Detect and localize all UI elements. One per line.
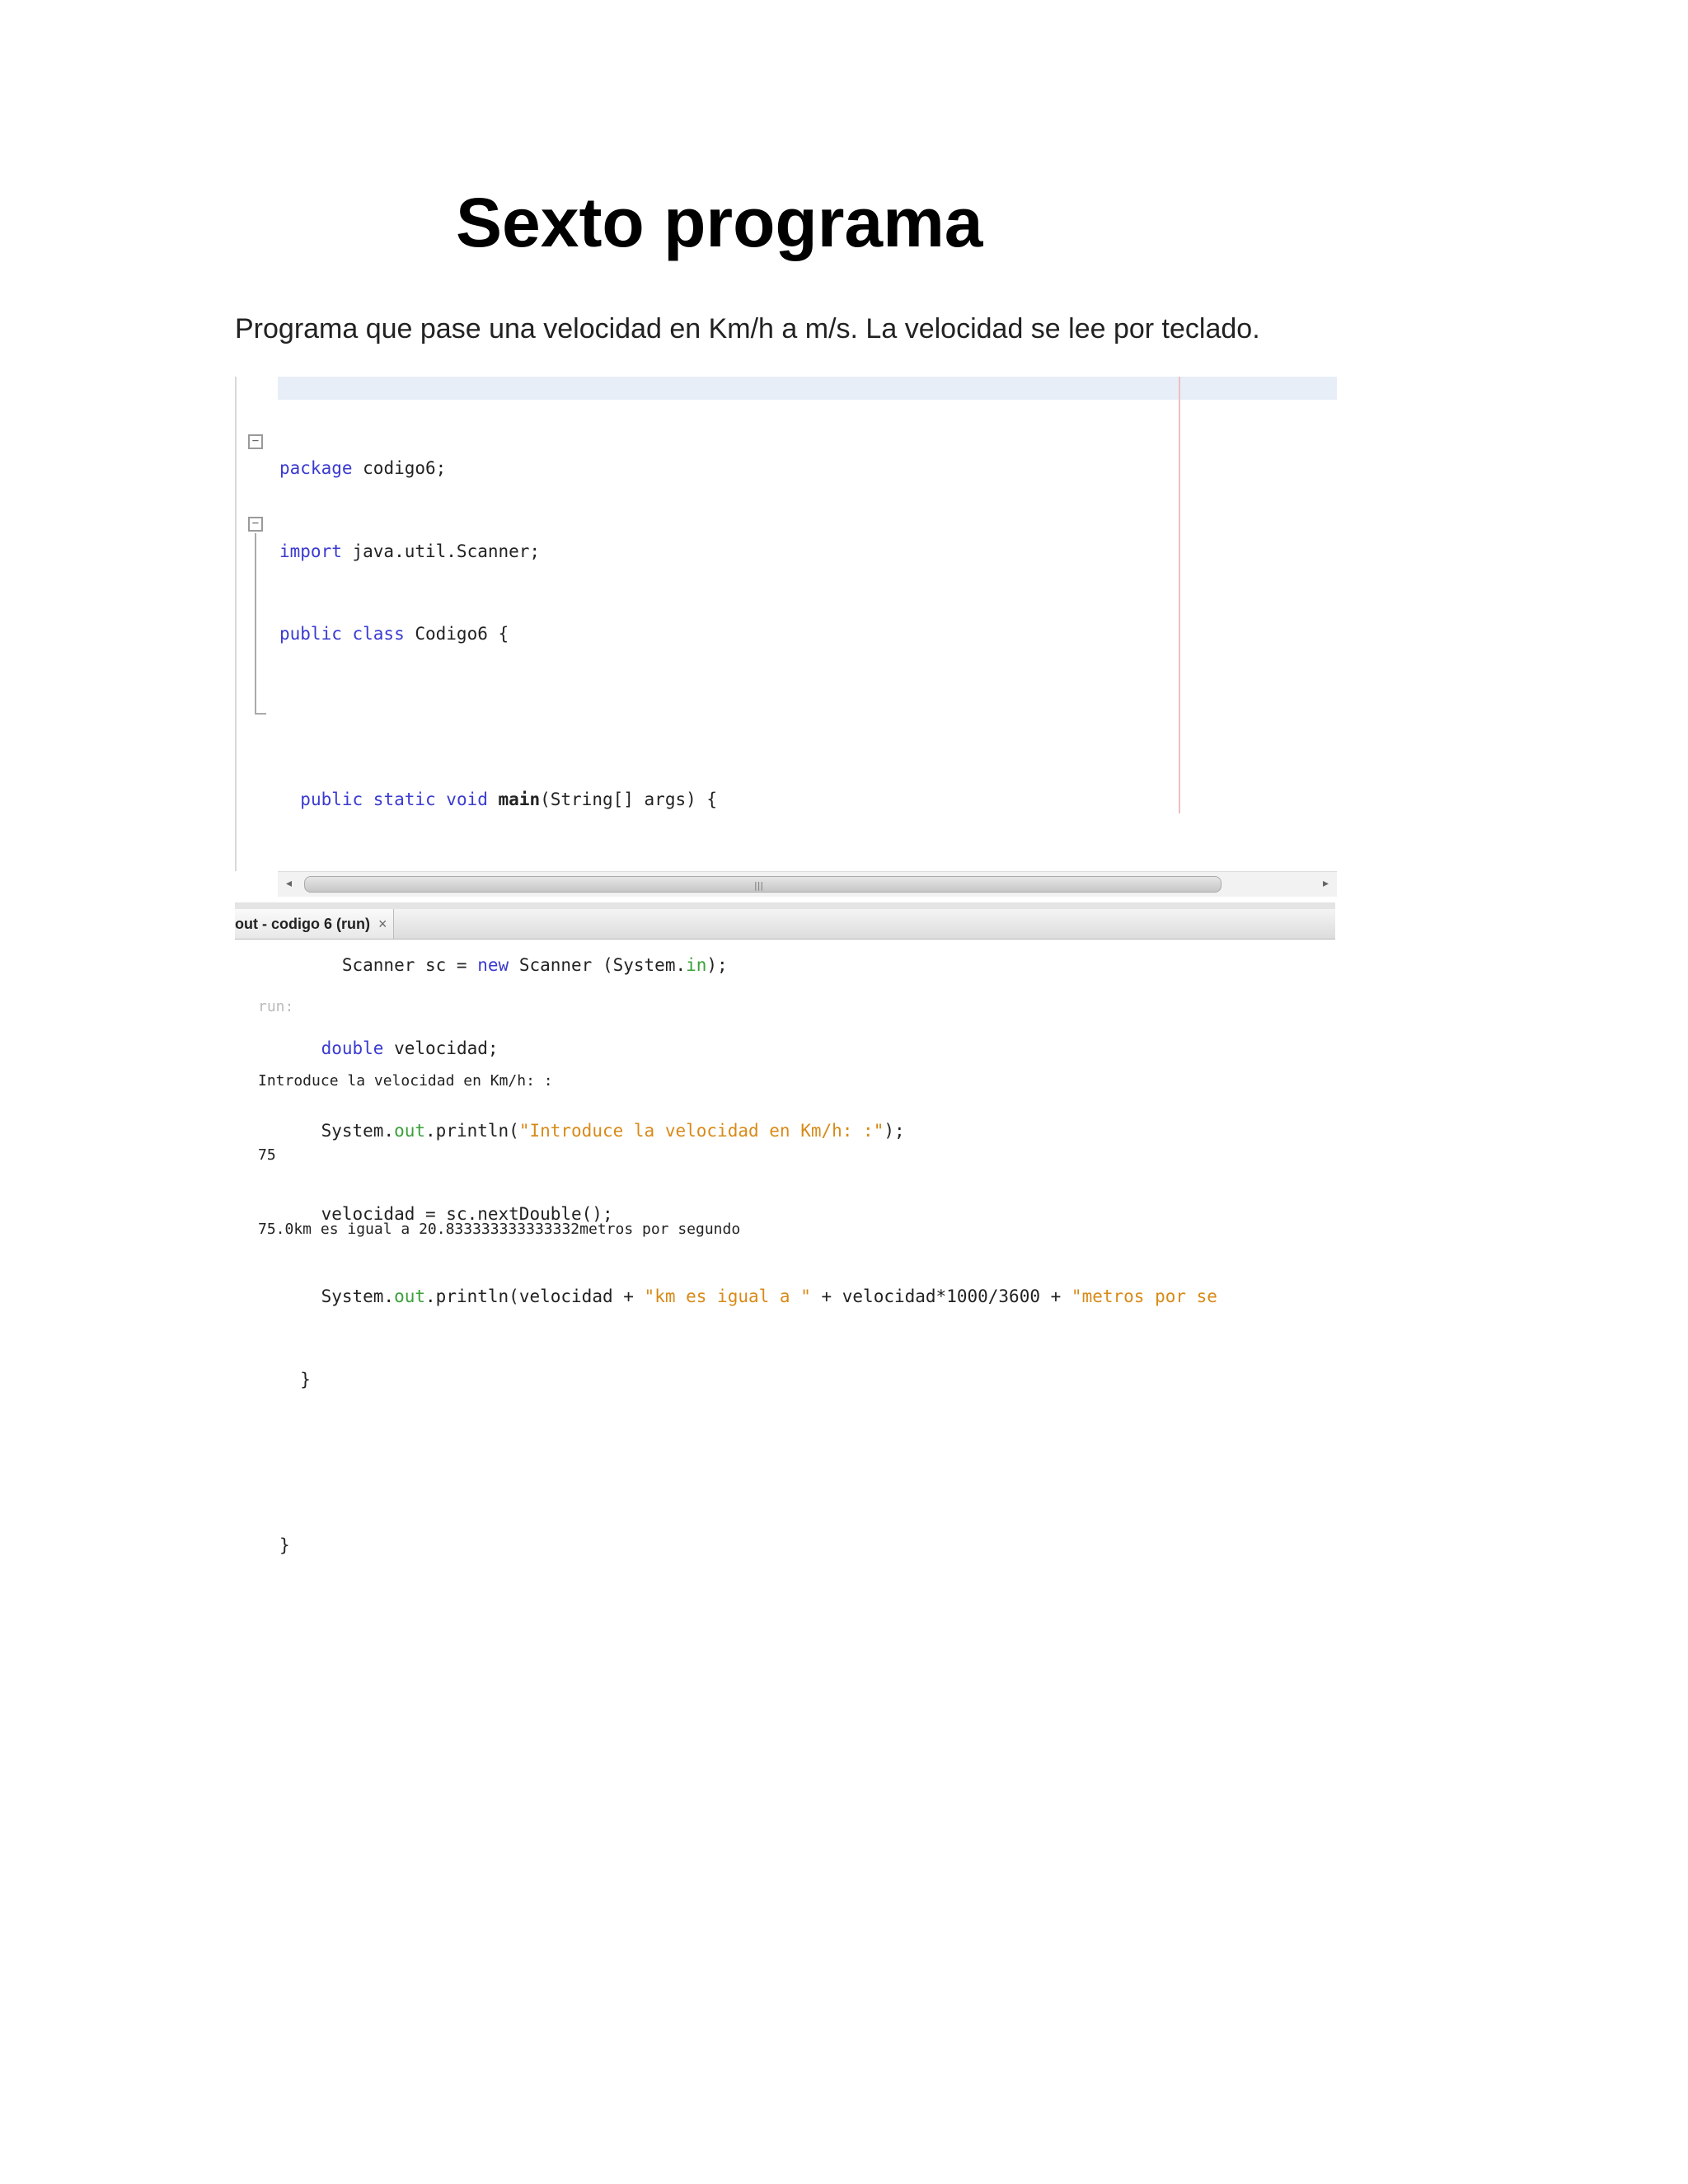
static-field: out: [394, 1121, 426, 1141]
code-line: velocidad = sc.nextDouble();: [321, 1203, 613, 1224]
string-literal: "Introduce la velocidad en Km/h: :": [518, 1121, 884, 1141]
horizontal-scrollbar[interactable]: [278, 871, 1337, 897]
code-line: }: [279, 1535, 290, 1555]
tab-label: out - codigo 6 (run): [235, 916, 370, 932]
close-icon[interactable]: ×: [377, 916, 387, 932]
code-line: [279, 704, 1217, 732]
keyword: double: [321, 1038, 384, 1058]
scroll-left-icon[interactable]: ◂: [286, 877, 293, 890]
static-field: in: [686, 955, 707, 975]
keyword: public class: [279, 624, 405, 644]
code-line: Scanner sc = new Scanner (System.in);: [341, 955, 728, 975]
output-line: 75.0km es igual a 20.833333333333332metros por segundo: [258, 1221, 741, 1238]
fold-guide-end: [255, 713, 266, 715]
method-name: main: [498, 790, 541, 809]
code-line: }: [300, 1369, 311, 1390]
static-field: out: [394, 1286, 426, 1306]
fold-toggle-icon[interactable]: −: [248, 434, 263, 449]
code-line: public static void main(String[] args) {: [300, 790, 718, 809]
document-description: Programa que pase una velocidad en Km/h a m/s. La velocidad se lee por teclado.: [235, 313, 1260, 344]
output-line: Introduce la velocidad en Km/h: :: [258, 1072, 553, 1090]
keyword: new: [477, 955, 509, 975]
output-line: 75: [258, 1146, 276, 1164]
code-line: [279, 1449, 1217, 1477]
string-literal: "km es igual a ": [644, 1286, 811, 1306]
scroll-right-icon[interactable]: ▸: [1322, 877, 1329, 890]
scrollbar-thumb[interactable]: [304, 876, 1221, 893]
code-line: package codigo6;: [279, 458, 447, 478]
keyword: import: [279, 541, 342, 561]
document-title: Sexto programa: [456, 184, 983, 261]
tab-output-run[interactable]: [235, 909, 394, 939]
ide-screenshot: [235, 377, 1335, 1555]
fold-guide-line: [255, 533, 256, 715]
output-line: run:: [258, 998, 294, 1015]
fold-toggle-icon[interactable]: −: [248, 517, 263, 532]
keyword: public static void: [300, 790, 488, 809]
grip-icon: |||: [754, 880, 764, 891]
keyword: package: [279, 458, 353, 478]
output-tab-bar: [235, 909, 1335, 940]
code-line: public class Codigo6 {: [279, 624, 509, 644]
panel-separator[interactable]: [235, 902, 1335, 909]
string-literal: "metros por se: [1071, 1286, 1217, 1306]
output-console[interactable]: [258, 945, 740, 1291]
code-line: import java.util.Scanner;: [279, 541, 541, 561]
code-line: System.out.println("Introduce la velocidad en Km/h: :");: [321, 1121, 905, 1141]
code-line: double velocidad;: [321, 1038, 499, 1058]
code-line: System.out.println(velocidad + "km es igual a " + velocidad*1000/3600 + "metros por se: [321, 1286, 1217, 1306]
